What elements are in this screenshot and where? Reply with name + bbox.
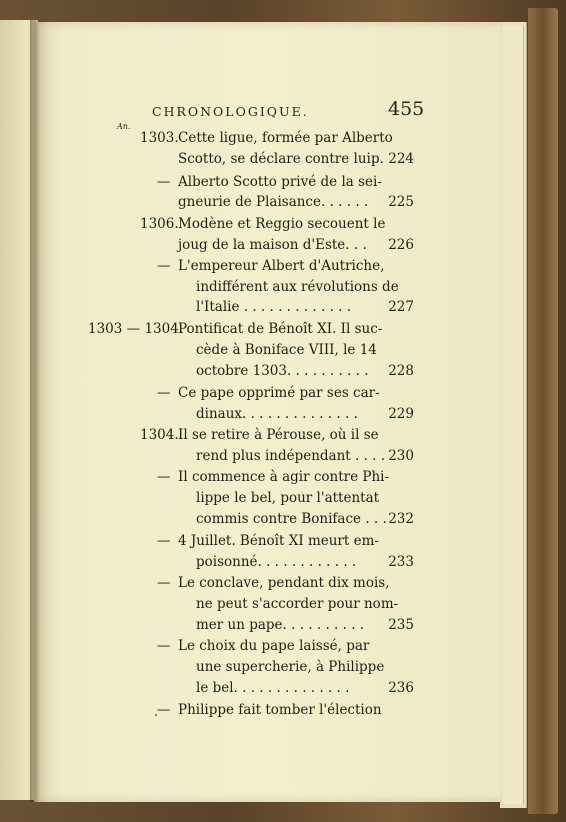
entry-line [60, 511, 492, 533]
entry-text: dinaux. . . . . . . . . . . . . . [196, 406, 358, 422]
entry-text: Ce pape opprimé par ses car- [178, 385, 380, 401]
entry-line [60, 237, 492, 259]
entry-page: 233 [388, 554, 414, 570]
entry-line [60, 617, 492, 639]
entry-text: commis contre Boniface . . . [196, 511, 387, 527]
entry-line [60, 363, 492, 385]
entry-text: Philippe fait tomber l'élection [178, 702, 382, 718]
entry-text: Il commence à agir contre Phi- [178, 469, 390, 485]
entry-text: L'empereur Albert d'Autriche, [178, 258, 385, 274]
entry-line [60, 385, 492, 407]
entry-text: Cette ligue, formée par Alberto [178, 130, 393, 146]
entry-year: — [157, 258, 171, 274]
margin-label: An. [117, 122, 131, 131]
entry-line [60, 279, 492, 301]
entry-line [60, 194, 492, 216]
entry-text: lippe le bel, pour l'attentat [196, 490, 380, 506]
entry-text: mer un pape. . . . . . . . . . [196, 617, 365, 633]
entry-page: 225 [388, 194, 414, 210]
entry-year: — [157, 533, 171, 549]
entry-page: 228 [388, 363, 414, 379]
entry-line [60, 427, 492, 449]
running-head: CHRONOLOGIQUE. [152, 104, 309, 119]
entry-year: 1304. [140, 427, 179, 443]
entry-line [60, 342, 492, 364]
entry-page: 235 [388, 617, 414, 633]
entry-line [60, 321, 492, 343]
entry-line [60, 216, 492, 238]
entry-text: poisonné. . . . . . . . . . . . [196, 554, 357, 570]
page-number: 455 [388, 98, 425, 120]
entry-year: — [157, 702, 171, 718]
entry-year: 1306. [140, 216, 179, 232]
entry-line [60, 448, 492, 470]
entry-text: rend plus indépendant . . . . [196, 448, 386, 464]
entry-text: joug de la maison d'Este. . . [178, 237, 367, 253]
entry-page: 229 [388, 406, 414, 422]
entry-year: — [157, 174, 171, 190]
entry-text: octobre 1303. . . . . . . . . . [196, 363, 369, 379]
entry-text: Scotto, se déclare contre lui. [178, 151, 376, 167]
entry-year: 1303 — 1304. [88, 321, 184, 337]
entry-text: ne peut s'accorder pour nom- [196, 596, 399, 612]
entry-text: Alberto Scotto privé de la sei- [178, 174, 382, 190]
entry-text: 4 Juillet. Bénoît XI meurt em- [178, 533, 379, 549]
entry-line [60, 659, 492, 681]
entry-line [60, 130, 492, 152]
entry-text: Il se retire à Pérouse, où il se [178, 427, 379, 443]
entry-line [60, 299, 492, 321]
entry-text: gneurie de Plaisance. . . . . . [178, 194, 369, 210]
entry-year: — [157, 469, 171, 485]
ink-speck [155, 714, 157, 716]
entry-line [60, 575, 492, 597]
back-board [528, 8, 558, 814]
entry-page: 230 [388, 448, 414, 464]
entry-page: p. 224 [371, 151, 414, 167]
page-edge [503, 26, 524, 804]
entry-text: Le conclave, pendant dix mois, [178, 575, 390, 591]
entry-page: 236 [388, 680, 414, 696]
entry-text: l'Italie . . . . . . . . . . . . . [196, 299, 352, 315]
gutter-shadow [30, 20, 40, 802]
entry-line [60, 469, 492, 491]
entry-year: — [157, 385, 171, 401]
entry-text: cède à Boniface VIII, le 14 [196, 342, 377, 358]
entry-year: — [157, 638, 171, 654]
entry-line [60, 638, 492, 660]
entry-text: Modène et Reggio secouent le [178, 216, 386, 232]
entry-line [60, 554, 492, 576]
entry-year: — [157, 575, 171, 591]
entry-line [60, 702, 492, 724]
entry-line [60, 406, 492, 428]
entry-line [60, 490, 492, 512]
entry-page: 227 [388, 299, 414, 315]
entry-line [60, 680, 492, 702]
entry-line [60, 258, 492, 280]
entry-text: Pontificat de Bénoît XI. Il suc- [178, 321, 383, 337]
entry-page: 232 [388, 511, 414, 527]
entry-text: Le choix du pape laissé, par [178, 638, 370, 654]
entry-line [60, 596, 492, 618]
entry-line [60, 533, 492, 555]
entry-line [60, 174, 492, 196]
entry-text: indifférent aux révolutions de [196, 279, 399, 295]
entry-line [60, 151, 492, 173]
entry-year: 1303. [140, 130, 179, 146]
entry-text: une supercherie, à Philippe [196, 659, 385, 675]
entry-page: 226 [388, 237, 414, 253]
entry-text: le bel. . . . . . . . . . . . . . [196, 680, 350, 696]
